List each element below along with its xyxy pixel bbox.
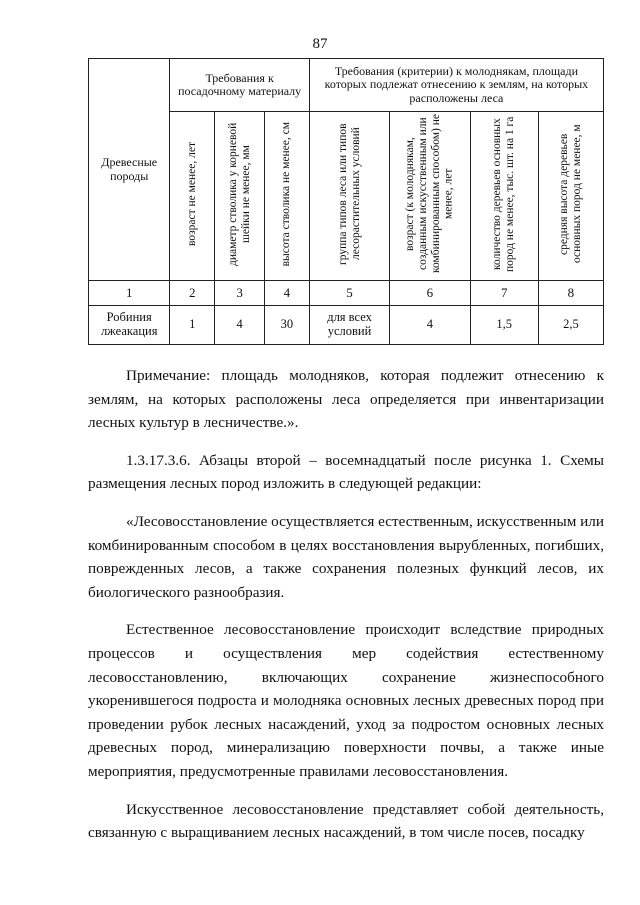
column-number: 4 [265,281,310,306]
column-number: 6 [390,281,470,306]
subheader-young-stand-age: возраст (к молоднякам, созданным искусственным или комбинированным способом) не менее, лет [390,112,470,281]
subheader-forest-type-group: группа типов леса или типов лесорастительных условий [309,112,389,281]
cell-species: Робиния лжеакация [89,306,170,345]
column-number: 5 [309,281,389,306]
body-paragraph: «Лесовосстановление осуществляется естественным, искусственным или комбинированным способом в целях восстановления вырубленных, погибших, поврежденных лесов, а также сохранения полезных функций лесов, их биологического разнообразия. [88,512,604,601]
table-column-numbers-row [89,281,604,306]
body-paragraph: Искусственное лесовосстановление представляет собой деятельность, связанную с выращиванием лесных насаждений, в том числе посев, посадку [88,800,604,842]
header-species: Древесные породы [89,59,170,281]
subheader-mean-height: средняя высота деревьев основных пород не менее, м [538,112,603,281]
cell-mean-height: 2,5 [538,306,603,345]
page-number: 87 [312,36,328,52]
cell-young-stand-age: 4 [390,306,470,345]
body-paragraph: Естественное лесовосстановление происходит вследствие природных процессов и осуществления мер содействия естественному лесовосстановлению, включающих сохранение жизнеспособного укоренившегося подроста и молодняка основных лесных древесных пород при проведении рубок лесных насаждений, уход за подростом основных лесных древесных пород, минерализацию поверхности почвы, а также иные мероприятия, предусмотренные правилами лесовосстановления. [88,621,604,780]
cell-age: 1 [170,306,215,345]
document-body [88,364,604,845]
subheader-age: возраст не менее, лет [170,112,215,281]
subheader-tree-count: количество деревьев основных пород не менее, тыс. шт. на 1 га [470,112,538,281]
note-paragraph: Примечание: площадь молодняков, которая подлежит отнесению к землям, на которых расположены леса определяется при инвентаризации лесных культур в лесничестве.». [88,367,604,432]
column-number: 1 [89,281,170,306]
cell-height: 30 [265,306,310,345]
header-young-stand-requirements: Требования (критерии) к молоднякам, площади которых подлежат отнесению к землям, на которых расположены леса [309,59,603,112]
requirements-table [88,58,604,345]
subheader-diameter: диаметр стволика у корневой шейки не менее, мм [215,112,265,281]
column-number: 2 [170,281,215,306]
table-row [89,306,604,345]
amendment-paragraph: 1.3.17.3.6. Абзацы второй – восемнадцатый после рисунка 1. Схемы размещения лесных пород изложить в следующей редакции: [88,451,604,493]
column-number: 3 [215,281,265,306]
column-number: 8 [538,281,603,306]
cell-diameter: 4 [215,306,265,345]
table-header-row [89,59,604,112]
header-planting-requirements: Требования к посадочному материалу [170,59,309,112]
cell-tree-count: 1,5 [470,306,538,345]
column-number: 7 [470,281,538,306]
subheader-height: высота стволика не менее, см [265,112,310,281]
cell-forest-type-group: для всех условий [309,306,389,345]
